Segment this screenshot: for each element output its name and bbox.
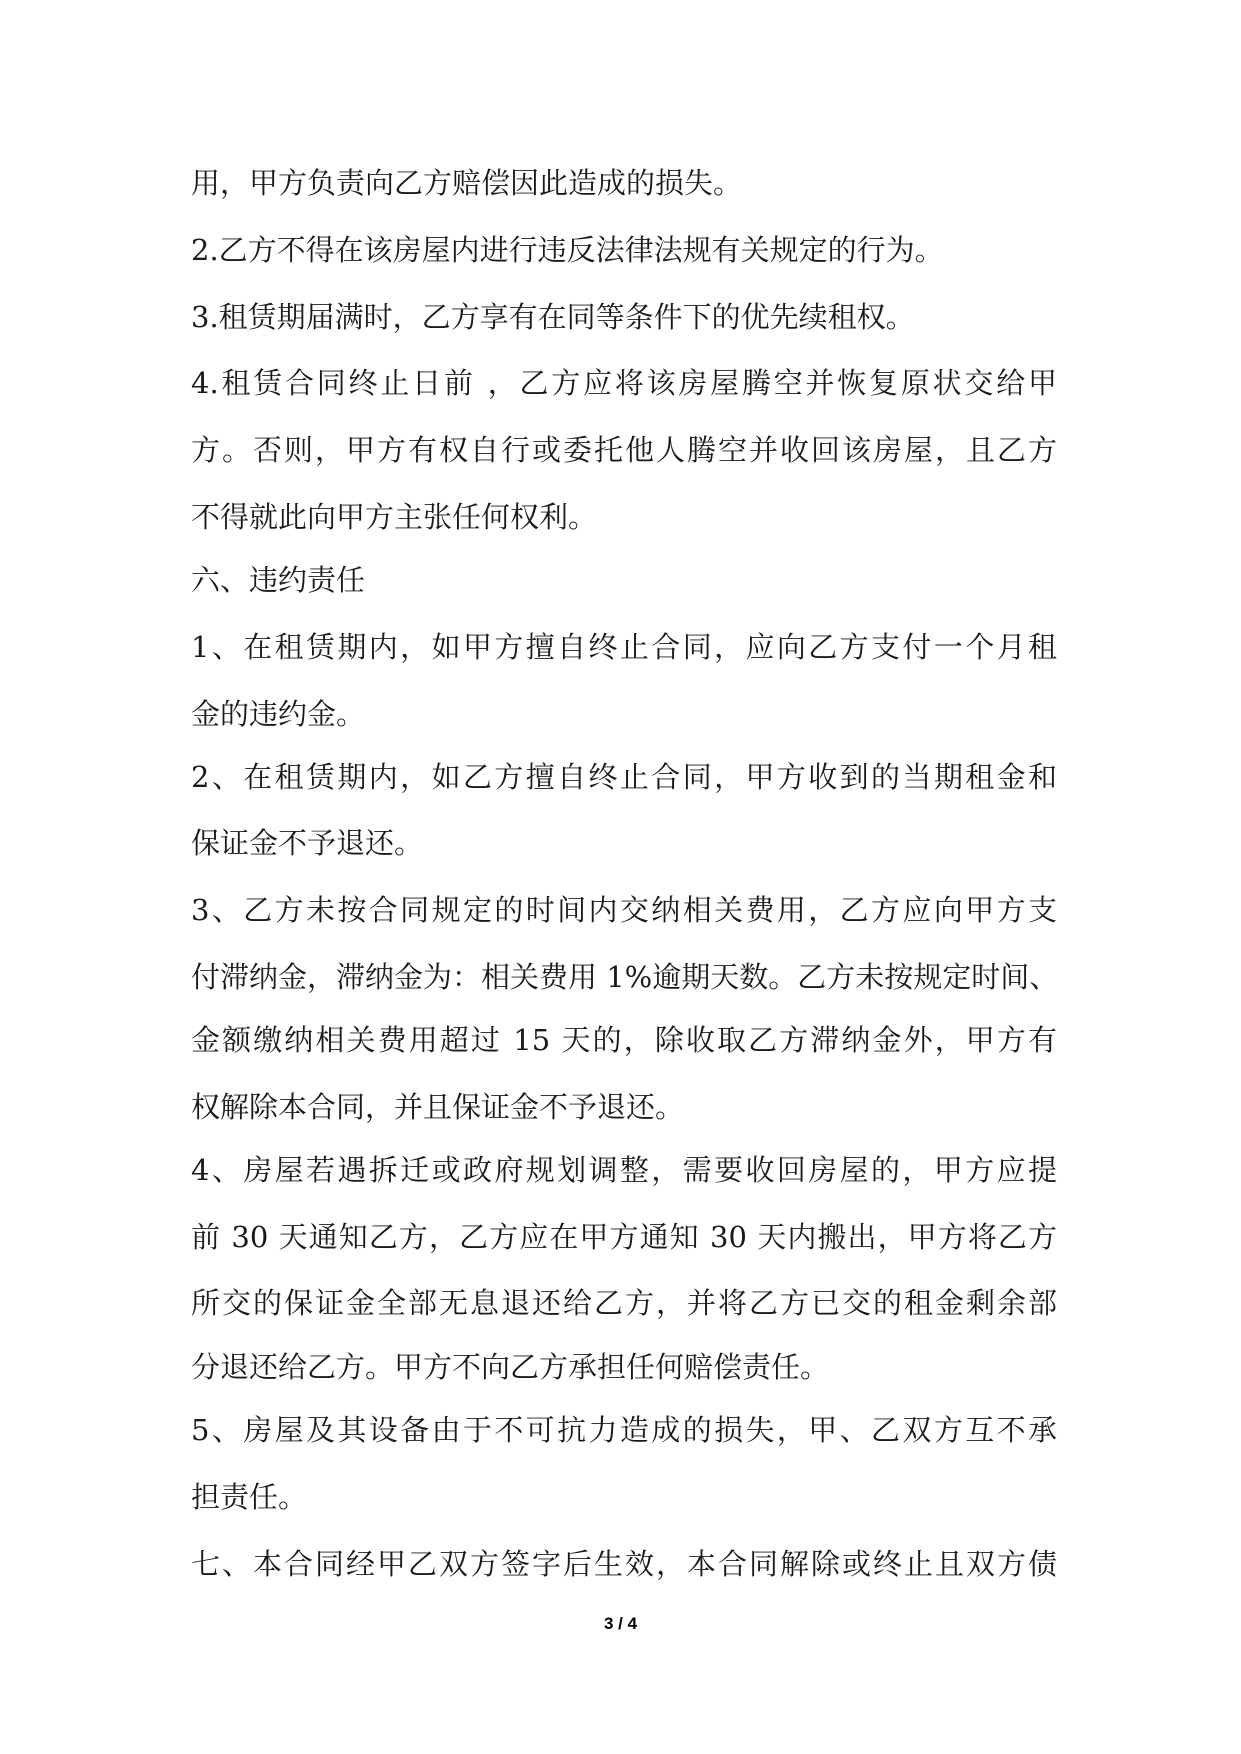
text-line: 金的违约金。 (191, 697, 366, 731)
text-line: 3、乙方未按合同规定的时间内交纳相关费用，乙方应向甲方支 (191, 893, 1057, 927)
text-line: 5、房屋及其设备由于不可抗力造成的损失，甲、乙双方互不承 (191, 1413, 1057, 1447)
text-line: 用，甲方负责向乙方赔偿因此造成的损失。 (191, 166, 743, 200)
text-line: 4、房屋若遇拆迁或政府规划调整，需要收回房屋的，甲方应提 (191, 1153, 1057, 1187)
text-line: 不得就此向甲方主张任何权利。 (191, 500, 598, 534)
text-line: 3.租赁期届满时，乙方享有在同等条件下的优先续租权。 (191, 300, 915, 334)
text-line: 保证金不予退还。 (191, 826, 424, 860)
text-line: 4.租赁合同终止日前 ，乙方应将该房屋腾空并恢复原状交给甲 (191, 366, 1057, 400)
text-line: 2、在租赁期内，如乙方擅自终止合同，甲方收到的当期租金和 (191, 760, 1057, 794)
text-line: 七、本合同经甲乙双方签字后生效，本合同解除或终止且双方债 (191, 1547, 1057, 1581)
text-line: 权解除本合同，并且保证金不予退还。 (191, 1090, 685, 1124)
text-line: 前 30 天通知乙方，乙方应在甲方通知 30 天内搬出，甲方将乙方 (191, 1220, 1057, 1254)
page-number: 3 / 4 (603, 1614, 638, 1633)
text-line: 2.乙方不得在该房屋内进行违反法律法规有关规定的行为。 (191, 233, 944, 267)
text-line: 所交的保证金全部无息退还给乙方，并将乙方已交的租金剩余部 (191, 1286, 1057, 1320)
text-line: 金额缴纳相关费用超过 15 天的，除收取乙方滞纳金外，甲方有 (191, 1023, 1057, 1057)
section-heading: 六、违约责任 (191, 563, 366, 597)
text-line: 方。否则，甲方有权自行或委托他人腾空并收回该房屋，且乙方 (191, 433, 1057, 467)
text-line: 付滞纳金，滞纳金为：相关费用 1%逾期天数。乙方未按规定时间、 (191, 960, 1059, 994)
text-line: 担责任。 (191, 1480, 308, 1514)
text-line: 分退还给乙方。甲方不向乙方承担任何赔偿责任。 (191, 1350, 830, 1384)
text-line: 1、在租赁期内，如甲方擅自终止合同，应向乙方支付一个月租 (191, 630, 1057, 664)
